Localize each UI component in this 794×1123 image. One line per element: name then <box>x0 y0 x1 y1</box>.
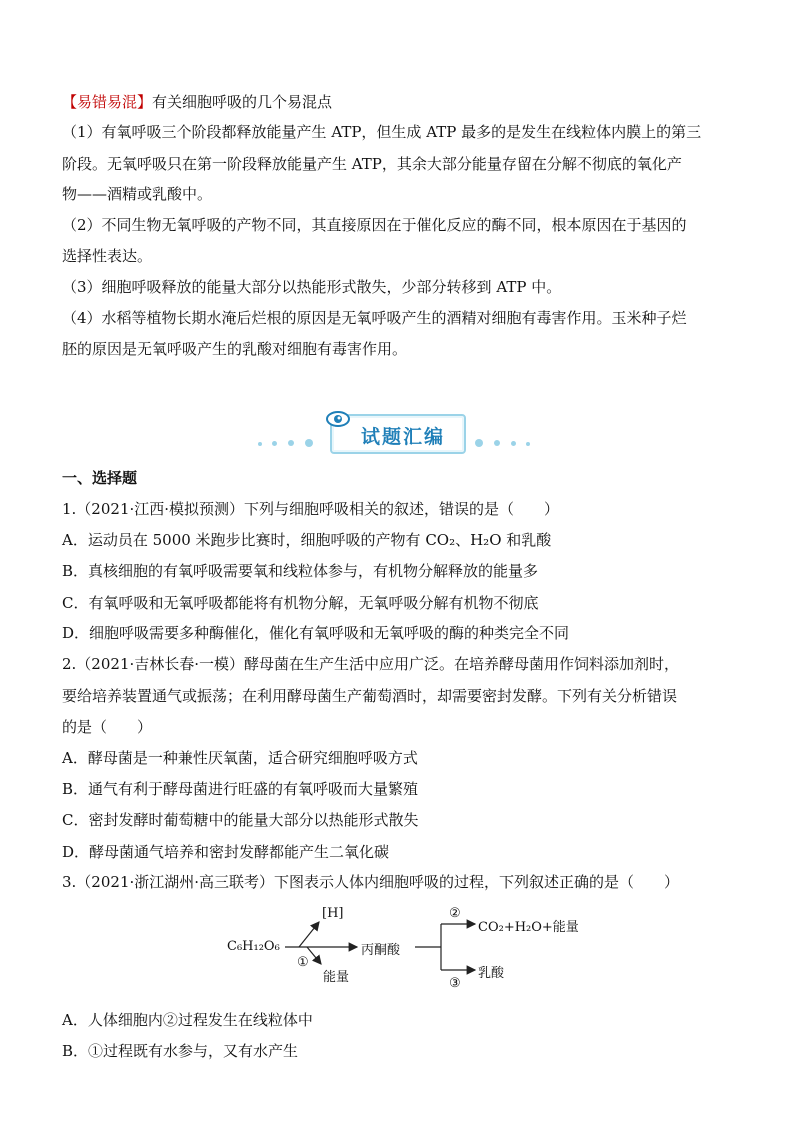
section-heading: 一、选择题 <box>62 469 138 487</box>
hydrogen-label: [H] <box>322 906 344 921</box>
question-2-option-c: C．密封发酵时葡萄糖中的能量大部分以热能形式散失 <box>62 811 419 829</box>
banner-dot <box>511 441 516 446</box>
banner-dot <box>526 442 530 446</box>
question-1-stem: 1.（2021·江西·模拟预测）下列与细胞呼吸相关的叙述，错误的是（ ） <box>62 500 560 518</box>
glucose-label: C₆H₁₂O₆ <box>227 939 280 954</box>
banner-dot <box>494 440 500 446</box>
section-banner <box>258 412 534 452</box>
question-3-stem: 3.（2021·浙江湖州·高三联考）下图表示人体内细胞呼吸的过程，下列叙述正确的是（ ） <box>62 873 680 891</box>
tip-line: （4）水稻等植物长期水淹后烂根的原因是无氧呼吸产生的酒精对细胞有毒害作用。玉米种子烂 <box>62 309 687 327</box>
question-2-stem-line: 的是（ ） <box>62 718 153 736</box>
banner-dot <box>272 441 277 446</box>
tip-line: （2）不同生物无氧呼吸的产物不同，其直接原因在于催化反应的酶不同，根本原因在于基因的 <box>62 216 687 234</box>
question-1-option-b: B．真核细胞的有氧呼吸需要氧和线粒体参与，有机物分解释放的能量多 <box>62 562 539 580</box>
tip-line: 胚的原因是无氧呼吸产生的乳酸对细胞有毒害作用。 <box>62 340 408 358</box>
step-3-marker: ③ <box>449 976 461 991</box>
tip-line: （1）有氧呼吸三个阶段都释放能量产生 ATP，但生成 ATP 最多的是发生在线粒体内膜上的第三 <box>62 123 702 141</box>
question-3-option-b: B．①过程既有水参与，又有水产生 <box>62 1042 299 1060</box>
banner-dot <box>305 439 313 447</box>
question-2-stem-line: 要给培养装置通气或振荡；在利用酵母菌生产葡萄酒时，却需要密封发酵。下列有关分析错误 <box>62 687 678 705</box>
tip-line: 阶段。无氧呼吸只在第一阶段释放能量产生 ATP，其余大部分能量存留在分解不彻底的氧化产 <box>62 155 682 173</box>
question-2-option-b: B．通气有利于酵母菌进行旺盛的有氧呼吸而大量繁殖 <box>62 780 419 798</box>
tip-tag: 【易错易混】 <box>62 93 153 111</box>
question-1-option-c: C．有氧呼吸和无氧呼吸都能将有机物分解，无氧呼吸分解有机物不彻底 <box>62 594 539 612</box>
question-2-option-d: D．酵母菌通气培养和密封发酵都能产生二氧化碳 <box>62 843 390 861</box>
tip-line: 物——酒精或乳酸中。 <box>62 185 213 203</box>
pyruvate-label: 丙酮酸 <box>361 943 401 958</box>
aerobic-product-label: CO₂+H₂O+能量 <box>478 920 579 935</box>
question-2-option-a: A．酵母菌是一种兼性厌氧菌，适合研究细胞呼吸方式 <box>62 749 418 767</box>
banner-dot <box>475 439 483 447</box>
tip-line: 选择性表达。 <box>62 247 153 265</box>
step-2-marker: ② <box>449 906 461 921</box>
respiration-diagram <box>227 904 587 994</box>
banner-title: 试题汇编 <box>360 426 445 448</box>
banner-box <box>330 414 466 454</box>
tip-title: 有关细胞呼吸的几个易混点 <box>152 93 333 111</box>
question-2-stem-line: 2.（2021·吉林长春·一模）酵母菌在生产生活中应用广泛。在培养酵母菌用作饲料添加剂时， <box>62 655 680 673</box>
question-3-option-a: A．人体细胞内②过程发生在线粒体中 <box>62 1011 313 1029</box>
step-1-marker: ① <box>297 955 309 970</box>
eye-icon <box>326 410 350 428</box>
tip-title-line <box>62 92 742 112</box>
banner-dot <box>258 442 262 446</box>
question-1-option-a: A．运动员在 5000 米跑步比赛时，细胞呼吸的产物有 CO₂、H₂O 和乳酸 <box>62 531 552 549</box>
banner-dot <box>288 440 294 446</box>
tip-line: （3）细胞呼吸释放的能量大部分以热能形式散失，少部分转移到 ATP 中。 <box>62 278 562 296</box>
energy-label: 能量 <box>323 970 350 985</box>
question-1-option-d: D．细胞呼吸需要多种酶催化，催化有氧呼吸和无氧呼吸的酶的种类完全不同 <box>62 624 570 642</box>
lactic-acid-label: 乳酸 <box>478 966 505 981</box>
